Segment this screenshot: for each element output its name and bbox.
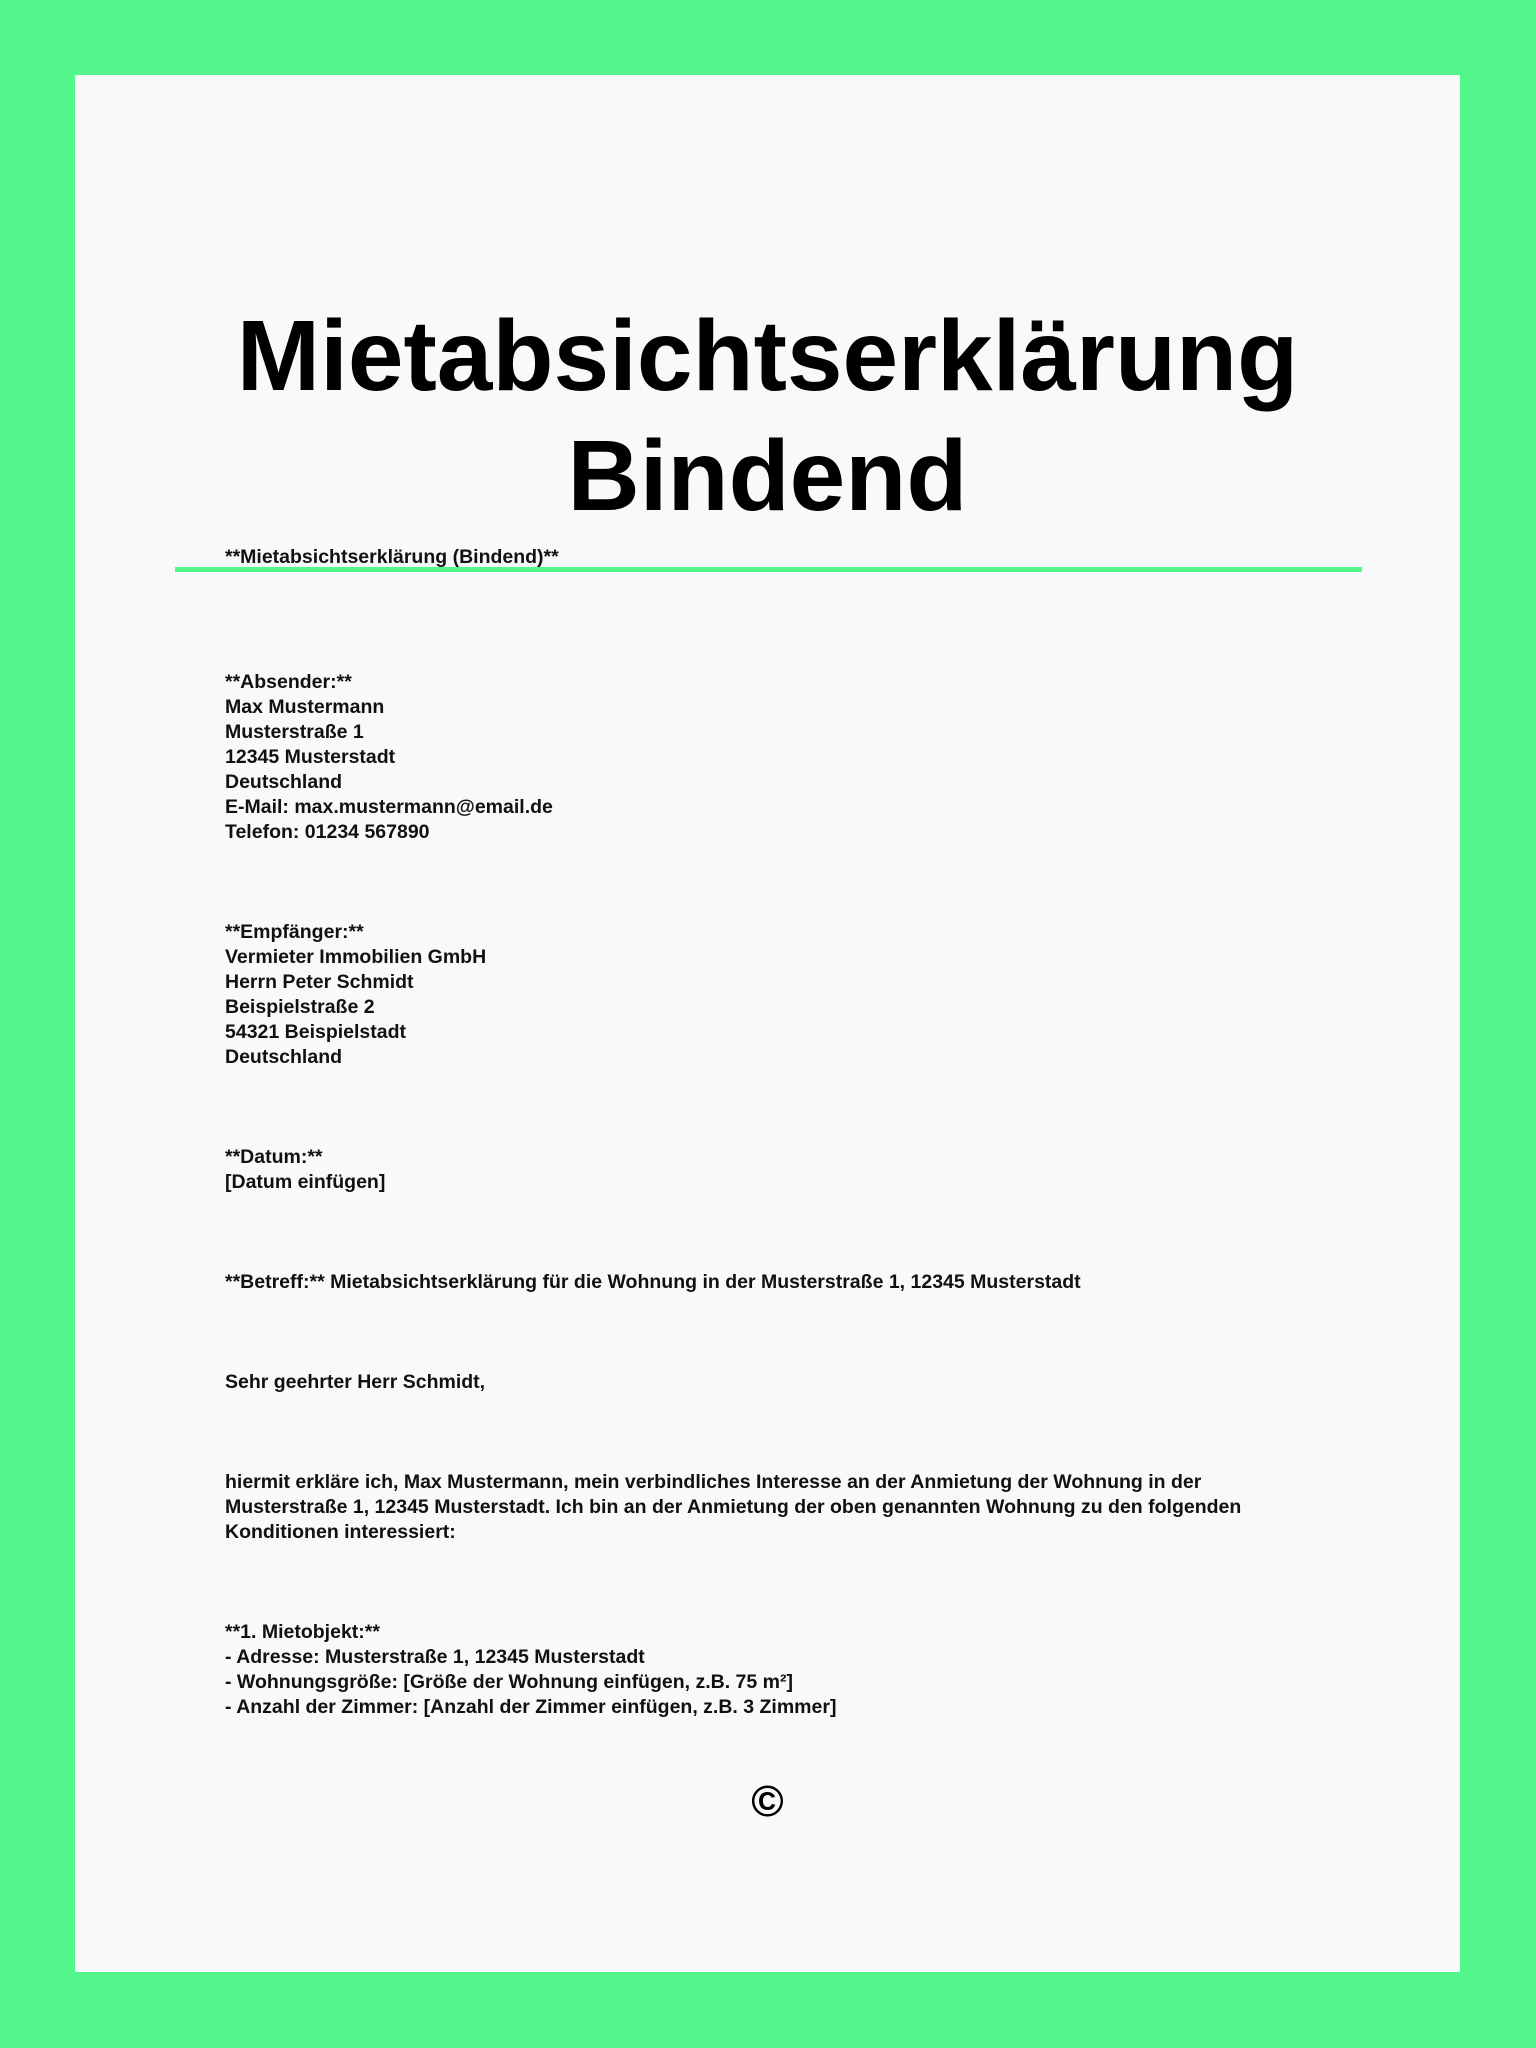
letter-heading-block (225, 545, 1325, 570)
sender-name: Max Mustermann (225, 696, 385, 718)
title-line-2: Bindend (567, 420, 968, 532)
recipient-street: Beispielstraße 2 (225, 996, 375, 1018)
letter-body (225, 545, 1325, 1795)
date-label: **Datum:** (225, 1146, 323, 1168)
sender-city: 12345 Musterstadt (225, 746, 396, 768)
sender-country: Deutschland (225, 771, 343, 793)
salutation: Sehr geehrter Herr Schmidt, (225, 1371, 486, 1393)
rental-object-block (225, 1620, 1325, 1720)
intro-line-2: Musterstraße 1, 12345 Musterstadt. Ich bin an der Anmietung der oben genannten Wohnung zu den folgenden (225, 1496, 1242, 1518)
recipient-block (225, 920, 1325, 1070)
letter-heading: **Mietabsichtserklärung (Bindend)** (225, 546, 559, 568)
salutation-block (225, 1370, 1325, 1395)
rental-object-label: **1. Mietobjekt:** (225, 1621, 380, 1643)
rental-object-size: - Wohnungsgröße: [Größe der Wohnung einfügen, z.B. 75 m²] (225, 1671, 793, 1693)
recipient-country: Deutschland (225, 1046, 343, 1068)
recipient-person: Herrn Peter Schmidt (225, 971, 414, 993)
sender-phone: Telefon: 01234 567890 (225, 821, 430, 843)
date-block (225, 1145, 1325, 1195)
date-value: [Datum einfügen] (225, 1171, 386, 1193)
recipient-label: **Empfänger:** (225, 921, 364, 943)
recipient-city: 54321 Beispielstadt (225, 1021, 407, 1043)
recipient-company: Vermieter Immobilien GmbH (225, 946, 487, 968)
subject-line: **Betreff:** Mietabsichtserklärung für die Wohnung in der Musterstraße 1, 12345 Musterstadt (225, 1271, 1081, 1293)
document-page (75, 75, 1460, 1972)
sender-email: E-Mail: max.mustermann@email.de (225, 796, 553, 818)
rental-object-rooms: - Anzahl der Zimmer: [Anzahl der Zimmer einfügen, z.B. 3 Zimmer] (225, 1696, 837, 1718)
sender-label: **Absender:** (225, 671, 352, 693)
intro-paragraph (225, 1470, 1325, 1545)
intro-line-1: hiermit erkläre ich, Max Mustermann, mein verbindliches Interesse an der Anmietung der Wohnung in der (225, 1471, 1202, 1493)
intro-line-3: Konditionen interessiert: (225, 1521, 456, 1543)
copyright-icon: © (751, 1777, 784, 1826)
document-title (75, 296, 1460, 536)
title-line-1: Mietabsichtserklärung (236, 300, 1299, 412)
sender-street: Musterstraße 1 (225, 721, 364, 743)
rental-object-address: - Adresse: Musterstraße 1, 12345 Musterstadt (225, 1646, 645, 1668)
subject-block (225, 1270, 1325, 1295)
sender-block (225, 670, 1325, 845)
